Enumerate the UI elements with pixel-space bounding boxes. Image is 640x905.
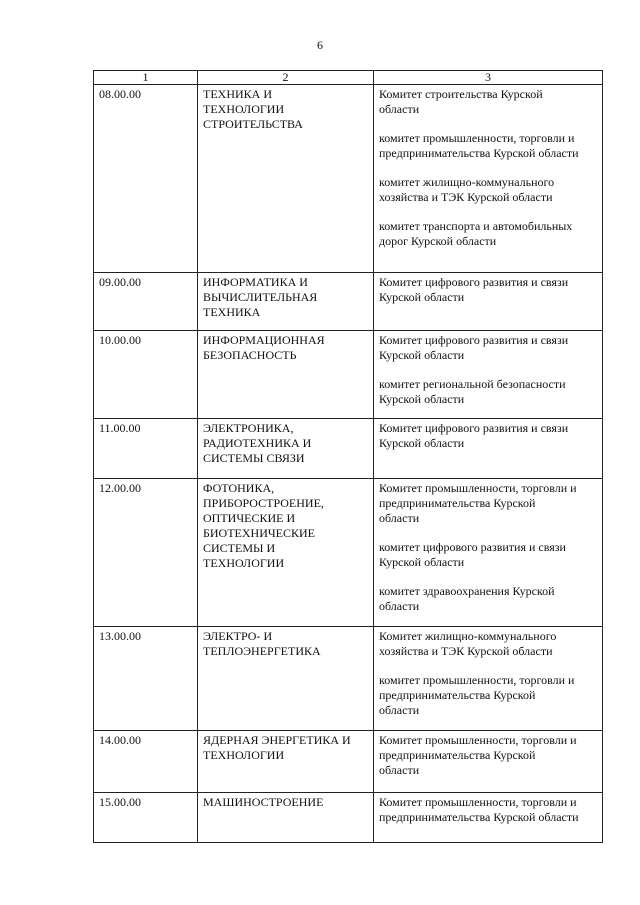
organization-line: Комитет промышленности, торговли и xyxy=(379,733,577,747)
row-title-line: РАДИОТЕХНИКА И xyxy=(203,436,312,450)
organization-entry xyxy=(379,540,597,570)
row-title-line: ТЕПЛОЭНЕРГЕТИКА xyxy=(203,644,321,658)
organization-line: предпринимательства Курской области xyxy=(379,810,579,824)
row-title xyxy=(198,419,374,479)
organization-line: комитет промышленности, торговли и xyxy=(379,673,575,687)
table-row xyxy=(94,731,603,793)
table-header-row xyxy=(94,71,603,85)
table-row xyxy=(94,479,603,627)
row-title-line: ПРИБОРОСТРОЕНИЕ, xyxy=(203,496,324,510)
organization-entry xyxy=(379,795,597,825)
organization-entry xyxy=(379,481,597,526)
organization-line: дорог Курской области xyxy=(379,234,497,248)
organization-entry xyxy=(379,629,597,659)
row-title-line: ВЫЧИСЛИТЕЛЬНАЯ xyxy=(203,290,318,304)
organization-line: Комитет цифрового развития и связи xyxy=(379,333,569,347)
row-code: 15.00.00 xyxy=(94,793,198,843)
organization-line: предпринимательства Курской области xyxy=(379,146,579,160)
table-row xyxy=(94,273,603,331)
row-title-line: ТЕХНИКА xyxy=(203,305,261,319)
row-code: 11.00.00 xyxy=(94,419,198,479)
row-title-line: БИОТЕХНИЧЕСКИЕ xyxy=(203,526,316,540)
document-table xyxy=(93,70,603,843)
row-organizations xyxy=(374,85,603,273)
row-code: 14.00.00 xyxy=(94,731,198,793)
column-header-2: 2 xyxy=(198,71,374,85)
row-organizations xyxy=(374,331,603,419)
row-title-line: БЕЗОПАСНОСТЬ xyxy=(203,348,297,362)
table-row xyxy=(94,85,603,273)
organization-line: Комитет цифрового развития и связи xyxy=(379,275,569,289)
row-organizations xyxy=(374,793,603,843)
row-title xyxy=(198,731,374,793)
row-title xyxy=(198,85,374,273)
row-title-line: ИНФОРМАТИКА И xyxy=(203,275,308,289)
organization-line: Комитет промышленности, торговли и xyxy=(379,481,577,495)
row-title xyxy=(198,627,374,731)
row-code: 08.00.00 xyxy=(94,85,198,273)
organization-line: комитет цифрового развития и связи xyxy=(379,540,566,554)
row-title-line: СТРОИТЕЛЬСТВА xyxy=(203,117,303,131)
organization-line: Курской области xyxy=(379,348,465,362)
organization-line: комитет здравоохранения Курской xyxy=(379,584,555,598)
row-title-line: ФОТОНИКА, xyxy=(203,481,275,495)
table-row xyxy=(94,793,603,843)
organization-entry xyxy=(379,275,597,305)
row-title xyxy=(198,331,374,419)
row-title-line: ЭЛЕКТРО- И xyxy=(203,629,273,643)
organization-entry xyxy=(379,733,597,778)
organization-entry xyxy=(379,175,597,205)
organization-entry xyxy=(379,87,597,117)
row-code: 09.00.00 xyxy=(94,273,198,331)
row-title xyxy=(198,479,374,627)
row-organizations xyxy=(374,419,603,479)
organization-line: Комитет жилищно-коммунального xyxy=(379,629,557,643)
row-title-line: ЯДЕРНАЯ ЭНЕРГЕТИКА И xyxy=(203,733,351,747)
row-title-line: ТЕХНОЛОГИИ xyxy=(203,102,285,116)
organization-line: Комитет промышленности, торговли и xyxy=(379,795,577,809)
organization-line: области xyxy=(379,599,420,613)
organization-line: Курской области xyxy=(379,392,465,406)
organization-entry xyxy=(379,131,597,161)
row-code: 12.00.00 xyxy=(94,479,198,627)
column-header-1: 1 xyxy=(94,71,198,85)
row-title-line: СИСТЕМЫ СВЯЗИ xyxy=(203,451,305,465)
row-organizations xyxy=(374,731,603,793)
organization-line: области xyxy=(379,102,420,116)
organization-line: области xyxy=(379,703,420,717)
organization-line: Курской области xyxy=(379,290,465,304)
column-header-3: 3 xyxy=(374,71,603,85)
row-title xyxy=(198,793,374,843)
row-title-line: ТЕХНОЛОГИИ xyxy=(203,748,285,762)
organization-line: предпринимательства Курской xyxy=(379,748,536,762)
organization-line: Курской области xyxy=(379,555,465,569)
organization-entry xyxy=(379,219,597,249)
organization-line: Курской области xyxy=(379,436,465,450)
organization-line: предпринимательства Курской xyxy=(379,688,536,702)
organization-line: комитет транспорта и автомобильных xyxy=(379,219,573,233)
table-row xyxy=(94,627,603,731)
row-title xyxy=(198,273,374,331)
page-number: 6 xyxy=(317,38,323,52)
organization-entry xyxy=(379,673,597,718)
organization-entry xyxy=(379,377,597,407)
organization-line: комитет региональной безопасности xyxy=(379,377,566,391)
row-title-line: СИСТЕМЫ И xyxy=(203,541,276,555)
row-title-line: ЭЛЕКТРОНИКА, xyxy=(203,421,294,435)
row-organizations xyxy=(374,479,603,627)
row-organizations xyxy=(374,273,603,331)
row-title-line: ТЕХНОЛОГИИ xyxy=(203,556,285,570)
organization-entry xyxy=(379,333,597,363)
row-title-line: ТЕХНИКА И xyxy=(203,87,272,101)
row-title-line: ОПТИЧЕСКИЕ И xyxy=(203,511,296,525)
row-code: 10.00.00 xyxy=(94,331,198,419)
organization-line: предпринимательства Курской xyxy=(379,496,536,510)
row-title-line: МАШИНОСТРОЕНИЕ xyxy=(203,795,324,809)
organization-line: хозяйства и ТЭК Курской области xyxy=(379,190,553,204)
table-body xyxy=(94,85,603,843)
table-row xyxy=(94,331,603,419)
row-code: 13.00.00 xyxy=(94,627,198,731)
organization-line: области xyxy=(379,763,420,777)
organization-line: области xyxy=(379,511,420,525)
organization-line: комитет жилищно-коммунального xyxy=(379,175,555,189)
table-row xyxy=(94,419,603,479)
organization-line: Комитет строительства Курской xyxy=(379,87,543,101)
organization-line: комитет промышленности, торговли и xyxy=(379,131,575,145)
row-title-line: ИНФОРМАЦИОННАЯ xyxy=(203,333,325,347)
organization-line: хозяйства и ТЭК Курской области xyxy=(379,644,553,658)
organization-entry xyxy=(379,584,597,614)
organization-line: Комитет цифрового развития и связи xyxy=(379,421,569,435)
organization-entry xyxy=(379,421,597,451)
row-organizations xyxy=(374,627,603,731)
